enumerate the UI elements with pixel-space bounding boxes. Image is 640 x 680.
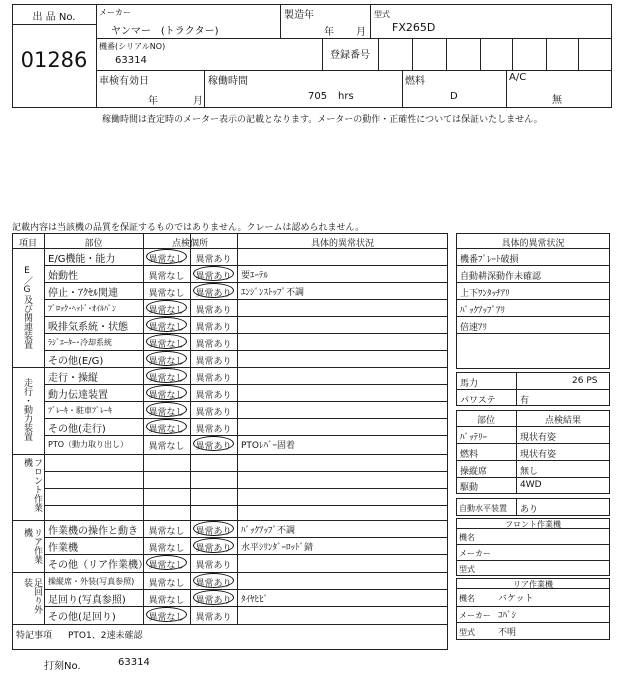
row-divider	[44, 554, 448, 555]
selection-circle	[193, 283, 234, 298]
auto-level-label: 自動水平装置	[459, 504, 507, 513]
selection-circle	[146, 334, 187, 349]
hours-label: 稼働時間	[208, 76, 248, 87]
col-item-header: 項目	[18, 239, 37, 249]
check-result: 無し	[520, 467, 539, 477]
detail-item: 自動耕深動作未確認	[460, 272, 542, 282]
selection-circle	[146, 402, 187, 417]
detail-list-title: 具体的異常状況	[501, 239, 565, 249]
status-abnormal: 異常あり	[195, 272, 232, 282]
hours-note: 稼働時間は査定時のメーター表示の記載となります。メーターの動作・正確性については保証いたしません。	[102, 115, 543, 125]
registration-label: 登録番号	[330, 50, 370, 61]
status-normal: 異常なし	[148, 579, 185, 589]
status-normal: 異常なし	[148, 374, 185, 384]
row-divider	[44, 265, 448, 266]
hours-value: 705	[308, 91, 328, 102]
detail-item: 機番ﾌﾟﾚｰﾄ破損	[460, 255, 519, 265]
selection-circle	[193, 590, 234, 605]
status-abnormal: 異常あり	[195, 527, 232, 537]
status-normal: 異常なし	[148, 340, 185, 350]
row-divider	[44, 418, 448, 419]
maker-value: ヤンマー (トラクター)	[111, 26, 219, 37]
status-abnormal: 異常あり	[195, 408, 232, 418]
power-label: 馬力	[460, 379, 479, 389]
group-divider	[12, 520, 448, 521]
check-result-header: 点検結果	[544, 416, 581, 426]
part-label: その他（リア作業機）	[48, 560, 148, 571]
part-label: その他(足回り)	[48, 612, 116, 623]
part-label: 操縦席・外装(写真参照)	[48, 577, 135, 586]
status-abnormal: 異常あり	[195, 391, 232, 401]
row-divider	[44, 299, 448, 300]
status-normal: 異常なし	[148, 255, 185, 265]
selection-circle	[146, 419, 187, 434]
selection-circle	[193, 521, 234, 536]
detail-item: 倍速ｱﾘ	[460, 323, 488, 333]
status-abnormal: 異常あり	[195, 561, 232, 571]
maker-label: メーカー	[99, 8, 131, 17]
rear-field-value: バケット	[498, 594, 534, 604]
status-abnormal: 異常あり	[195, 374, 232, 384]
group-label-engine: E／G及び関連装置	[22, 266, 32, 349]
selection-circle	[193, 266, 234, 281]
shuppin-number: 01286	[20, 48, 88, 72]
status-abnormal: 異常あり	[195, 306, 232, 316]
special-notes-value: PTO1、2速未確認	[68, 631, 143, 641]
month-unit: 月	[356, 27, 366, 38]
power-value: 26 PS	[572, 376, 598, 386]
front-field-label: メーカー	[459, 549, 491, 558]
part-label: E/G機能・能力	[48, 254, 116, 265]
status-abnormal: 異常あり	[195, 357, 232, 367]
part-label: その他(E/G)	[48, 356, 104, 367]
status-normal: 異常なし	[148, 289, 185, 299]
powersteering-label: パワステ	[460, 396, 496, 406]
front-field-label: 機名	[459, 533, 475, 542]
status-abnormal: 異常あり	[195, 544, 232, 554]
year-unit: 年	[324, 27, 334, 38]
serial-value: 63314	[115, 55, 147, 66]
status-abnormal: 異常あり	[195, 425, 232, 435]
serial-label: 機番(シリアルNO)	[99, 42, 166, 51]
hours-unit: hrs	[338, 91, 354, 102]
part-label: ﾗｼﾞｴｰﾀｰ･冷却系統	[48, 338, 112, 347]
inspection-year-unit: 年	[148, 96, 158, 107]
part-label: 動力伝達装置	[48, 390, 108, 401]
check-part: 燃料	[460, 450, 479, 460]
detail-text: ｴﾝｼﾞﾝｽﾄｯﾌﾟ不調	[241, 288, 305, 298]
detail-text: ﾀｲﾔﾋﾋﾞ	[241, 595, 269, 605]
row-divider	[44, 384, 448, 385]
check-part: 駆動	[460, 483, 479, 493]
detail-item: ﾊﾞｯｸｱｯﾌﾟｱﾘ	[460, 306, 506, 316]
status-abnormal: 異常あり	[195, 323, 232, 333]
selection-circle	[193, 573, 234, 588]
check-part: ﾊﾞｯﾃﾘｰ	[460, 433, 488, 443]
status-normal: 異常なし	[148, 561, 185, 571]
part-label: 始動性	[48, 271, 78, 282]
selection-circle	[193, 436, 234, 451]
check-result: 現状有姿	[520, 450, 557, 460]
rear-implement-title: リア作業機	[513, 580, 553, 589]
status-abnormal: 異常あり	[195, 289, 232, 299]
row-divider	[44, 316, 448, 317]
row-divider	[44, 537, 448, 538]
col-check-header: 点検個所	[171, 239, 208, 249]
row-divider	[44, 282, 448, 283]
group-divider	[12, 367, 448, 368]
part-label: PTO（動力取り出し）	[48, 440, 129, 449]
detail-text: PTOﾚﾊﾞｰ固着	[241, 441, 296, 451]
part-label: 走行・操縦	[48, 373, 98, 384]
check-result: 現状有姿	[520, 433, 557, 443]
row-divider	[44, 488, 448, 489]
part-label: ﾌﾞﾚｰｷ・駐車ﾌﾞﾚｰｷ	[48, 406, 112, 415]
check-part: 操縦席	[460, 467, 488, 477]
detail-text: 水平ｼﾘﾝﾀﾞｰﾛｯﾄﾞ錆	[241, 543, 314, 553]
ac-label: A/C	[509, 72, 527, 83]
stamp-value: 63314	[118, 657, 150, 668]
status-abnormal: 異常あり	[195, 442, 232, 452]
inspection-label: 車検有効日	[99, 76, 149, 87]
group-label-rear: リア作業機	[22, 528, 42, 564]
selection-circle	[146, 249, 187, 264]
shuppin-label: 出 品 No.	[32, 12, 76, 23]
group-divider	[12, 454, 448, 455]
selection-circle	[146, 385, 187, 400]
row-divider	[44, 435, 448, 436]
status-abnormal: 異常あり	[195, 255, 232, 265]
special-notes-label: 特記事項	[16, 631, 53, 641]
col-part-header: 部位	[84, 239, 103, 249]
status-abnormal: 異常あり	[195, 340, 232, 350]
check-result: 4WD	[520, 480, 542, 490]
inspection-month-unit: 月	[193, 96, 203, 107]
detail-item: 上下ﾜﾝﾀｯﾁｱﾘ	[460, 289, 510, 299]
group-divider	[12, 572, 448, 573]
detail-text: ﾊﾞｯｸｱｯﾌﾟ不調	[241, 526, 296, 536]
selection-circle	[146, 351, 187, 366]
disclaimer: 記載内容は当該機の品質を保証するものではありません。クレームは認められません。	[12, 223, 365, 233]
front-field-label: 型式	[459, 565, 475, 574]
part-label: その他(走行)	[48, 424, 106, 435]
selection-circle	[146, 300, 187, 315]
status-normal: 異常なし	[148, 357, 185, 367]
row-divider	[44, 505, 448, 506]
group-label-undercarriage: 足回り外装	[22, 578, 42, 614]
fuel-value: D	[450, 91, 458, 102]
row-divider	[44, 401, 448, 402]
year-label: 製造年	[284, 10, 314, 21]
status-normal: 異常なし	[148, 613, 185, 623]
status-abnormal: 異常あり	[195, 613, 232, 623]
group-label-drive: 走行・動力装置	[22, 378, 32, 441]
ac-value: 無	[552, 95, 562, 106]
rear-field-label: 型式	[459, 628, 475, 637]
status-abnormal: 異常あり	[195, 579, 232, 589]
auto-level-value: あり	[520, 505, 539, 515]
check-part-header: 部位	[476, 416, 495, 426]
row-divider	[44, 589, 448, 590]
status-abnormal: 異常あり	[195, 596, 232, 606]
model-label: 型式	[374, 10, 390, 19]
part-label: 作業機の操作と動き	[48, 526, 138, 537]
status-normal: 異常なし	[148, 272, 185, 282]
status-normal: 異常なし	[148, 527, 185, 537]
fuel-label: 燃料	[405, 76, 425, 87]
powersteering-value: 有	[520, 396, 530, 406]
row-divider	[44, 333, 448, 334]
selection-circle	[146, 317, 187, 332]
selection-circle	[146, 368, 187, 383]
status-normal: 異常なし	[148, 442, 185, 452]
detail-text: 要ｴｰﾃﾙ	[241, 271, 269, 281]
rear-field-label: メーカー	[459, 611, 491, 620]
part-label: 吸排気系統・状態	[48, 322, 128, 333]
row-divider	[44, 350, 448, 351]
col-detail-header: 具体的異常状況	[310, 239, 374, 249]
rear-field-value: ｺﾊﾞｼ	[498, 611, 517, 621]
rear-field-value: 不明	[498, 628, 517, 638]
status-normal: 異常なし	[148, 408, 185, 418]
row-divider	[44, 606, 448, 607]
stamp-label: 打刻No.	[44, 661, 81, 672]
row-divider	[44, 471, 448, 472]
part-label: 足回り(写真参照)	[48, 595, 126, 606]
status-normal: 異常なし	[148, 425, 185, 435]
model-value: FX265D	[392, 21, 436, 34]
status-normal: 異常なし	[148, 596, 185, 606]
status-normal: 異常なし	[148, 391, 185, 401]
selection-circle	[193, 538, 234, 553]
part-label: 作業機	[48, 543, 78, 554]
part-label: ﾌﾞﾛｯｸ･ﾍｯﾄﾞ･ｵｲﾙﾊﾟﾝ	[48, 304, 116, 313]
part-label: 停止・ｱｸｾﾙ関連	[48, 288, 118, 299]
status-normal: 異常なし	[148, 323, 185, 333]
selection-circle	[146, 555, 187, 570]
selection-circle	[146, 607, 187, 622]
status-normal: 異常なし	[148, 544, 185, 554]
status-normal: 異常なし	[148, 306, 185, 316]
group-label-front: フロント作業機	[22, 458, 42, 512]
front-implement-title: フロント作業機	[505, 520, 561, 529]
rear-field-label: 機名	[459, 594, 475, 603]
